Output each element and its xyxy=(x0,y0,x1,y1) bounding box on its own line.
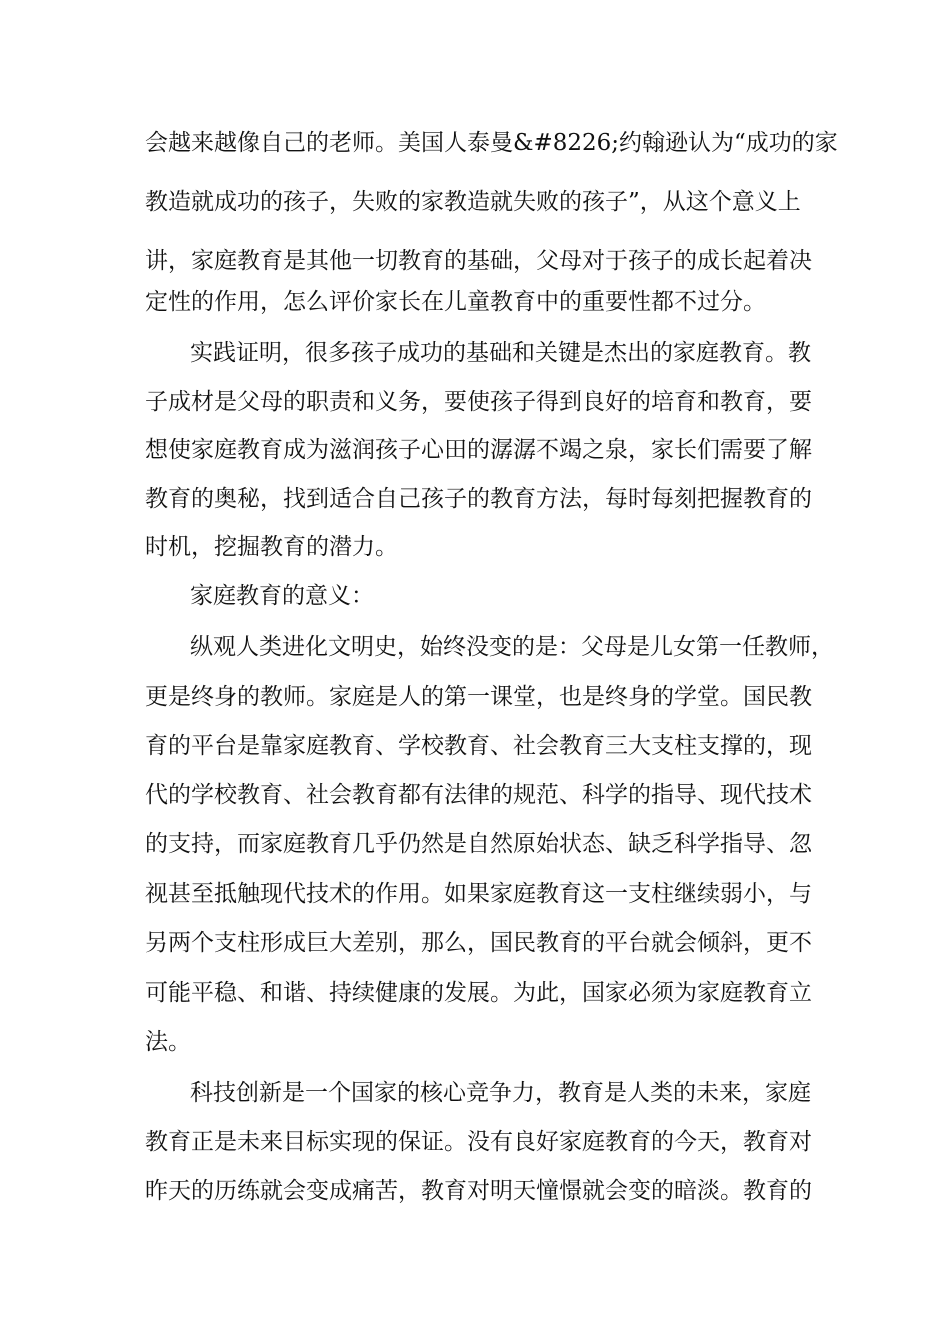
text-line: 另两个支柱形成巨大差别，那么，国民教育的平台就会倾斜，更不 xyxy=(145,930,812,956)
text-line: 会越来越像自己的老师。美国人泰曼&#8226;约翰逊认为“成功的家 xyxy=(145,130,838,156)
text-line: 法。 xyxy=(145,1029,191,1055)
text-line: 想使家庭教育成为滋润孩子心田的潺潺不竭之泉，家长们需要了解 xyxy=(145,437,812,463)
text-line: 讲，家庭教育是其他一切教育的基础，父母对于孩子的成长起着决 xyxy=(145,248,812,274)
text-line: 实践证明，很多孩子成功的基础和关键是杰出的家庭教育。教 xyxy=(190,340,811,366)
text-line: 更是终身的教师。家庭是人的第一课堂，也是终身的学堂。国民教 xyxy=(145,684,812,710)
text-line: 昨天的历练就会变成痛苦，教育对明天憧憬就会变的暗淡。教育的 xyxy=(145,1178,812,1204)
text-line: 的支持，而家庭教育几乎仍然是自然原始状态、缺乏科学指导、忽 xyxy=(145,831,812,857)
text-line: 可能平稳、和谐、持续健康的发展。为此，国家必须为家庭教育立 xyxy=(145,980,812,1006)
text-line: 教育正是未来目标实现的保证。没有良好家庭教育的今天，教育对 xyxy=(145,1129,812,1155)
section-heading: 家庭教育的意义： xyxy=(190,583,374,609)
text-line: 教育的奥秘，找到适合自己孩子的教育方法，每时每刻把握教育的 xyxy=(145,486,812,512)
text-line: 定性的作用，怎么评价家长在儿童教育中的重要性都不过分。 xyxy=(145,289,766,315)
text-line: 时机，挖掘教育的潜力。 xyxy=(145,534,398,560)
text-line: 代的学校教育、社会教育都有法律的规范、科学的指导、现代技术 xyxy=(145,782,812,808)
text-line: 纵观人类进化文明史，始终没变的是：父母是儿女第一任教师， xyxy=(190,634,834,660)
text-line: 教造就成功的孩子，失败的家教造就失败的孩子”，从这个意义上 xyxy=(145,189,801,215)
text-line: 科技创新是一个国家的核心竞争力，教育是人类的未来，家庭 xyxy=(190,1080,811,1106)
text-line: 视甚至抵触现代技术的作用。如果家庭教育这一支柱继续弱小，与 xyxy=(145,881,812,907)
text-line: 育的平台是靠家庭教育、学校教育、社会教育三大支柱支撑的，现 xyxy=(145,733,812,759)
text-line: 子成材是父母的职责和义务，要使孩子得到良好的培育和教育，要 xyxy=(145,389,812,415)
